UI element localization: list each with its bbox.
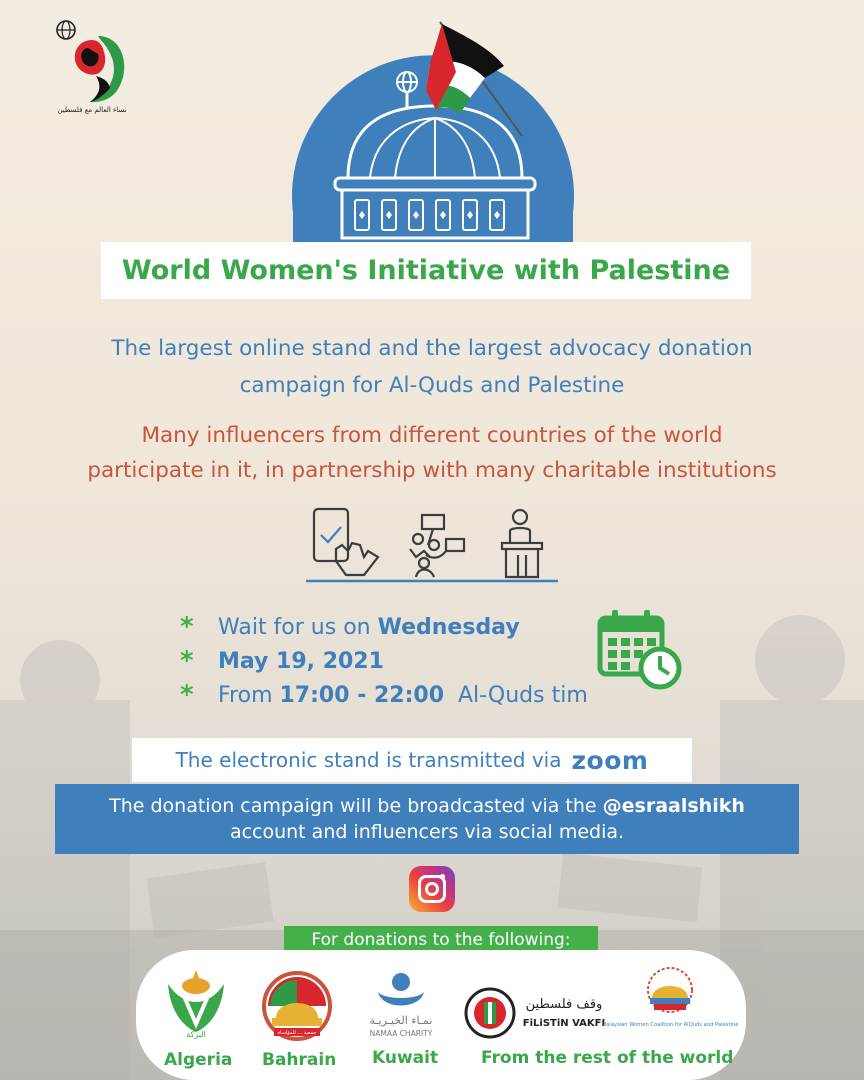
kuwait-partner-logo: [358, 970, 444, 1042]
schedule-day: Wednesday: [377, 614, 520, 640]
schedule-row-time: [180, 678, 620, 712]
bahrain-logo-text: جمعية ... للمؤاساة: [277, 1030, 317, 1036]
organization-logo-text: نساء العالم مع فلسطين: [57, 106, 127, 114]
schedule-list: [180, 610, 620, 712]
filistin-logo-text-en: FiLiSTiN VAKFI: [522, 1018, 606, 1029]
zoom-logo: zoom: [571, 745, 649, 775]
dome-of-the-rock-icon: [290, 18, 580, 243]
filistin-logo-text-ar: وقف فلسطين: [525, 997, 603, 1012]
broadcast-prefix: The donation campaign will be broadcasted via the: [109, 795, 603, 817]
algeria-partner-logo: [162, 966, 230, 1038]
subtitle-line-1: The largest online stand and the largest advocacy donation: [111, 336, 753, 361]
page-title: World Women's Initiative with Palestine: [121, 255, 731, 286]
schedule-time-suffix: Al-Quds tim: [444, 682, 588, 708]
partner-label-kuwait: Kuwait: [372, 1048, 439, 1068]
subtitle-line-2: campaign for Al-Quds and Palestine: [239, 373, 625, 398]
zoom-banner: [132, 738, 692, 782]
partners-strip: [136, 950, 746, 1080]
bahrain-partner-logo: [258, 972, 336, 1042]
subtitle: [40, 330, 824, 404]
speaker-podium-icon: [502, 510, 542, 577]
protest-icon: [410, 515, 464, 577]
organization-logo: [52, 18, 132, 118]
schedule-time: 17:00 - 22:00: [279, 682, 445, 708]
description-line-1: Many influencers from different countries of the world: [141, 423, 723, 448]
description: [30, 418, 834, 488]
kuwait-logo-text-en: NAMAA CHARITY: [369, 1029, 433, 1038]
schedule-day-prefix: Wait for us on: [218, 614, 378, 640]
schedule-row-date: [180, 644, 620, 678]
malaysian-logo-text: Malaysian Women Coalition for AlQuds and Palestine: [601, 1022, 739, 1028]
schedule-date: May 19, 2021: [218, 648, 384, 674]
algeria-logo-text: البركة: [186, 1030, 206, 1039]
broadcast-line-2: account and influencers via social media.: [229, 821, 625, 843]
broadcast-banner: [55, 784, 799, 854]
kuwait-logo-text-ar: نمـاء الخيـريـة: [369, 1014, 433, 1027]
broadcast-line-1: [55, 793, 799, 819]
schedule-row-day: [180, 610, 620, 644]
zoom-text: The electronic stand is transmitted via: [175, 748, 562, 772]
filistin-vakfi-partner-logo: [464, 986, 614, 1040]
description-line-2: participate in it, in partnership with many charitable institutions: [87, 458, 777, 483]
calendar-clock-icon: [596, 608, 684, 692]
broadcast-handle: @esraalshikh: [602, 795, 745, 817]
activity-icons: [306, 505, 558, 585]
malaysian-coalition-partner-logo: [601, 964, 739, 1040]
schedule-time-prefix: From: [218, 682, 280, 708]
phone-touch-icon: [314, 509, 378, 575]
asterisk-icon: *: [180, 646, 194, 676]
asterisk-icon: *: [180, 680, 194, 710]
partner-label-bahrain: Bahrain: [262, 1050, 337, 1070]
title-banner: [101, 242, 751, 299]
partner-label-world: From the rest of the world: [481, 1048, 734, 1068]
donations-heading: For donations to the following:: [284, 926, 598, 954]
asterisk-icon: *: [180, 612, 194, 642]
instagram-icon[interactable]: [409, 866, 455, 912]
partner-label-algeria: Algeria: [164, 1050, 233, 1070]
